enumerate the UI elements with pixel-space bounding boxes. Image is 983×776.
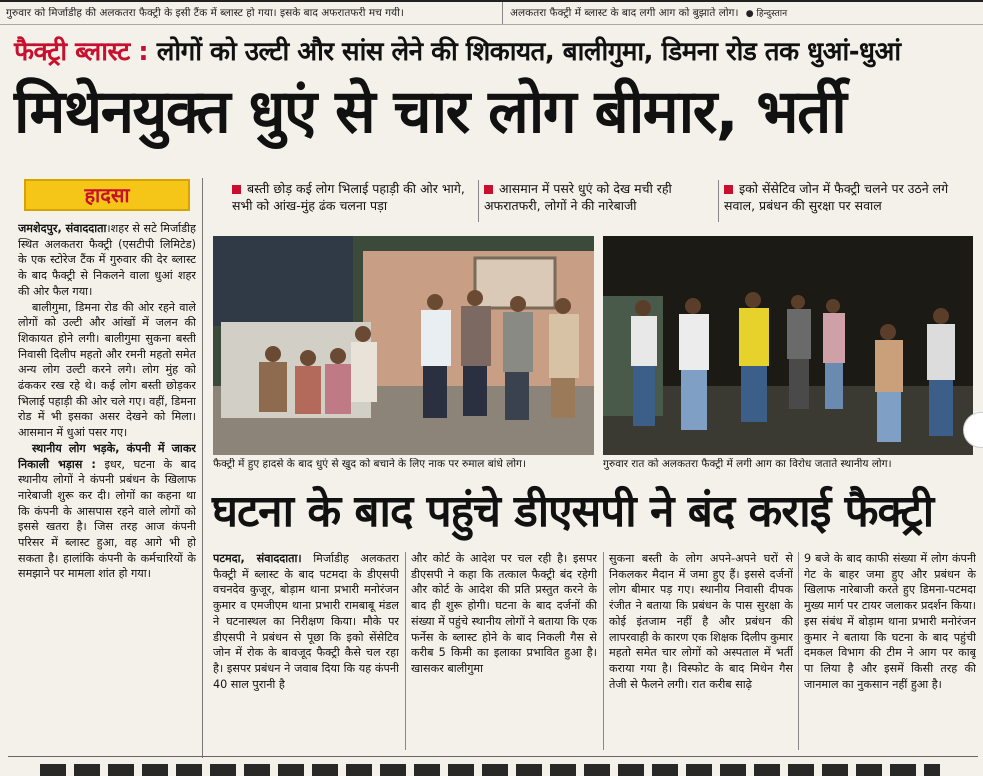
column-divider-left: [202, 178, 203, 758]
left-col-para-1: [18, 221, 196, 300]
top-photo-caption-left: गुरुवार को मिर्जाडीह की अलकतरा फैक्ट्री के इसी टैंक में ब्लास्ट हो गया। इसके बाद अफरातफरी मच गयी।: [6, 7, 404, 19]
photo-people-with-masks-image: [213, 236, 594, 455]
bullet-divider-2: [718, 180, 719, 222]
bullet-1: [232, 180, 472, 222]
story2-column-2: [411, 551, 597, 751]
top-divider: [502, 2, 503, 24]
second-headline: घटना के बाद पहुंचे डीएसपी ने बंद कराई फैक्ट्री: [212, 486, 934, 537]
bullet-square-icon: [724, 185, 733, 194]
bullet-3: [724, 180, 974, 222]
story2-divider-3: [798, 552, 799, 750]
bullet-2: [484, 180, 712, 222]
story2-col2-text: और कोर्ट के आदेश पर चल रही है। इसपर डीएसपी ने कहा कि तत्काल फैक्ट्री बंद रहेगी और कोर्ट के आदेश की प्रति प्रस्तुत करने के बाद ही शुरू होगी। घटना के बाद दर्जनों की संख्या में पहुंचे स्थानीय लोगों ने बताया कि एक फर्नेस के ब्लास्ट होने के बाद निकली गैस से करीब 5 किमी का इलाका प्रभावित हुआ है। खासकर बालीगुमा: [411, 552, 597, 675]
photo-night-protest-image: [603, 236, 973, 455]
story2-col3-text: सुकना बस्ती के लोग अपने-अपने घरों से निकलकर मैदान में जमा हुए हैं। इससे दर्जनों लोग बीमार पड़ गए। स्थानीय निवासी दीपक रंजीत ने बताया कि प्रबंधन के पास सुरक्षा के कोई इंतजाम नहीं है और प्रबंधन की लापरवाही के कारण एक शिक्षक दिलीप कुमार महतो समेत चार लोगों को अस्पताल में भर्ती कराया गया है। विस्फोट के बाद मिथेन गैस तेजी से फैलने लगी। रात करीब साढ़े: [609, 552, 793, 691]
kicker-text: लोगों को उल्टी और सांस लेने की शिकायत, बालीगुमा, डिमना रोड तक धुआं-धुआं: [156, 37, 901, 67]
left-col-para-2: बालीगुमा, डिमना रोड की ओर रहने वाले लोगों को उल्टी और आंखों में जलन की शिकायत होने लगी। बालीगुमा सुकना बस्ती निवासी दिलीप महतो और रमनी महतो समेत अन्य लोग उल्टी करने लगे। लोग मुंह को ढंककर रख रहे थे। कई लोग बस्ती छोड़कर भिलाई पहाड़ी की ओर चले गए। वहीं, डिमना रोड में भी इसका असर देखने को मिला। आसमान में धुआं पसर गए।: [18, 300, 196, 440]
left-col-p3-text: इधर, घटना के बाद स्थानीय लोगों ने कंपनी प्रबंधन के खिलाफ नारेबाजी शुरू कर दी। लोगों का कहना था कि कंपनी के आसपास रहने वाले लोगों को इससे खतरा है। जिस तरह आज कंपनी परिसर में ब्लास्ट हुआ, वह आगे भी हो सकता है। हालांकि कंपनी के कर्मचारियों के समझाने पर मामला शांत हो गया।: [18, 457, 196, 581]
story2-col1-text: मिर्जाडीह अलकतरा फैक्ट्री में ब्लास्ट के बाद पटमदा के डीएसपी वचनदेव कुजूर, बोड़ाम थाना प्रभारी मनोरंजन कुमार व एमजीएम थाना प्रभारी रामबाबू मंडल ने घटनास्थल का निरीक्षण किया। मौके पर डीएसपी ने प्रबंधन से पूछा कि इको सेंसेटिव जोन में रोक के बावजूद फैक्ट्री कैसे चल रहा है। इसपर प्रबंधन ने जवाब दिया कि यह कंपनी 40 साल पुरानी है: [213, 552, 399, 691]
section-badge: हादसा: [24, 179, 190, 211]
kicker: [14, 32, 901, 68]
left-col-p1-text: ।शहर से सटे मिर्जाडीह स्थित अलकतरा फैक्ट्री (एसटीपी लिमिटेड) के एक स्टोरेज टैंक में गुरुवार की देर ब्लास्ट के बाद फैक्ट्री से निकलने वाला धुआं शहर की ओर फैल गया।: [18, 222, 196, 298]
newspaper-credit: ● हिन्दुस्तान: [745, 9, 788, 19]
story2-divider-1: [405, 552, 406, 750]
top-strip-rule: [0, 24, 983, 25]
story2-column-3: [609, 551, 793, 751]
photo-night-protest: [603, 236, 973, 455]
story2-column-4: [804, 551, 976, 751]
kicker-label: फैक्ट्री ब्लास्ट :: [14, 37, 149, 67]
left-col-dateline: जमशेदपुर, संवाददाता: [18, 222, 107, 235]
top-rule: [0, 0, 983, 2]
top-photo-caption-right: [510, 7, 910, 21]
photo-1-caption: फैक्ट्री में हुए हादसे के बाद धुएं से खुद को बचाने के लिए नाक पर रुमाल बांधे लोग।: [213, 458, 526, 470]
bullet-1-text: बस्ती छोड़ कई लोग भिलाई पहाड़ी की ओर भागे, सभी को आंख-मुंह ढंक चलना पड़ा: [232, 181, 465, 213]
bullet-3-text: इको सेंसेटिव जोन में फैक्ट्री चलने पर उठने लगे सवाल, प्रबंधन की सुरक्षा पर सवाल: [724, 181, 949, 213]
photo-2-caption: गुरुवार रात को अलकतरा फैक्ट्री में लगी आग का विरोध जताते स्थानीय लोग।: [603, 458, 892, 470]
photo-people-with-masks: [213, 236, 594, 455]
bullet-square-icon: [232, 185, 241, 194]
bullet-2-text: आसमान में पसरे धुएं को देख मची रही अफरातफरी, लोगों ने की नारेबाजी: [484, 181, 672, 213]
bullet-square-icon: [484, 185, 493, 194]
left-col-subhead: स्थानीय लोग भड़के, कंपनी में जाकर निकाली भड़ास :: [18, 441, 196, 471]
bottom-rule: [8, 756, 978, 757]
top-caption-right-text: अलकतरा फैक्ट्री में ब्लास्ट के बाद लगी आग को बुझाते लोग।: [510, 7, 739, 19]
story2-column-1: [213, 551, 399, 751]
left-column-story: [18, 221, 196, 751]
left-col-para-3: [18, 441, 196, 582]
cut-off-next-headline: [40, 764, 940, 776]
story2-divider-2: [603, 552, 604, 750]
story2-col4-text: 9 बजे के बाद काफी संख्या में लोग कंपनी गेट के बाहर जमा हुए और प्रबंधन के खिलाफ नारेबाजी करते हुए डिमना-पटमदा मुख्य मार्ग पर टायर जलाकर प्रदर्शन किया। इस संबंध में बोड़ाम थाना प्रभारी मनोरंजन कुमार ने बताया कि घटना के बाद पहुंची दमकल विभाग की टीम ने आग पर काबू पा लिया है और इसमें किसी तरह की जानमाल का नुकसान नहीं हुआ है।: [804, 552, 976, 691]
story2-dateline: पटमदा, संवाददाता।: [213, 552, 302, 565]
bullet-divider-1: [478, 180, 479, 222]
main-headline: मिथेनयुक्त धुएं से चार लोग बीमार, भर्ती: [14, 77, 846, 147]
